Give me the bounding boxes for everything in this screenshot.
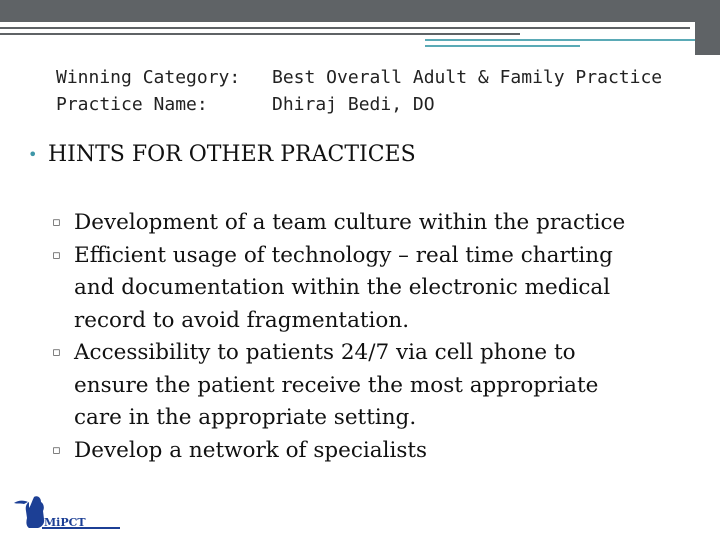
sub-bullet-line: record to avoid fragmentation. (74, 307, 410, 333)
top-stripe (0, 33, 520, 35)
square-bullet-icon: ▫ (52, 247, 61, 263)
sub-bullet-line: care in the appropriate setting. (74, 405, 417, 430)
square-bullet-icon: ▫ (52, 345, 61, 360)
sub-bullet-item (52, 240, 712, 338)
sub-bullet-line: and documentation within the electronic medical (74, 275, 611, 300)
sub-bullet-line: Accessibility to patients 24/7 via cell phone to (74, 340, 576, 365)
sub-bullet-text (74, 435, 427, 468)
michigan-map-icon (26, 496, 44, 528)
sub-bullet-line: Efficient usage of technology – real time charting (74, 242, 613, 268)
square-bullet-icon: ▫ (52, 442, 61, 458)
practice-name-row (56, 91, 662, 118)
top-band (0, 0, 720, 22)
bullet-dot-icon: • (28, 145, 38, 164)
sub-bullet-line: Development of a team culture within the practice (74, 210, 626, 235)
top-stripe (0, 27, 690, 29)
logo-text: MiPCT (44, 516, 86, 529)
square-bullet-icon: ▫ (52, 215, 61, 230)
main-bullet (28, 141, 416, 169)
sub-bullet-list (52, 207, 712, 467)
sub-bullet-line: Develop a network of specialists (74, 437, 428, 463)
sub-bullet-text (74, 207, 625, 240)
winning-category-value: Best Overall Adult & Family Practice (272, 67, 663, 88)
sub-bullet-text (74, 337, 598, 435)
practice-name-value: Dhiraj Bedi, DO (272, 94, 435, 115)
main-bullet-text: HINTS FOR OTHER PRACTICES (48, 142, 416, 167)
top-band-corner (695, 0, 720, 55)
winning-category-row (56, 64, 662, 91)
slide-header (56, 64, 662, 118)
sub-bullet-item (52, 207, 712, 240)
top-stripe (425, 39, 695, 41)
winning-category-label: Winning Category: (56, 67, 241, 88)
practice-name-label: Practice Name: (56, 94, 208, 115)
top-stripe (425, 45, 580, 47)
sub-bullet-item (52, 337, 712, 435)
sub-bullet-line: ensure the patient receive the most appropriate (74, 372, 599, 398)
sub-bullet-text (74, 240, 613, 338)
sub-bullet-item (52, 435, 712, 468)
